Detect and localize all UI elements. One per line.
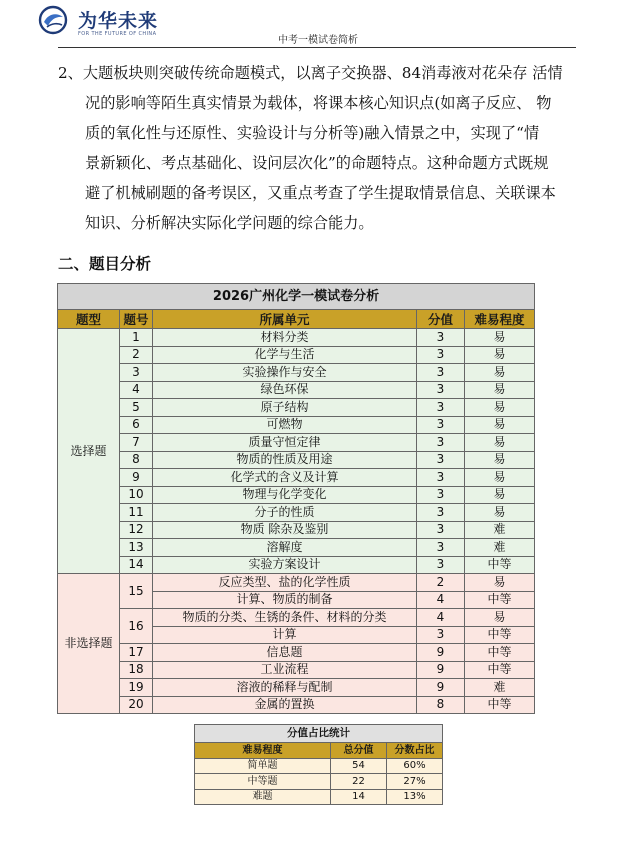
score-cell: 4 xyxy=(417,609,465,627)
unit-cell: 分子的性质 xyxy=(153,504,417,522)
score-cell: 3 xyxy=(417,381,465,399)
column-header: 分值 xyxy=(417,310,465,329)
score-cell: 3 xyxy=(417,399,465,417)
difficulty-cell: 易 xyxy=(465,609,535,627)
column-header: 题型 xyxy=(58,310,120,329)
score-cell: 3 xyxy=(417,346,465,364)
stats-total: 54 xyxy=(331,758,387,774)
difficulty-cell: 易 xyxy=(465,469,535,487)
difficulty-cell: 易 xyxy=(465,364,535,382)
score-cell: 3 xyxy=(417,504,465,522)
difficulty-cell: 难 xyxy=(465,539,535,557)
score-cell: 3 xyxy=(417,539,465,557)
difficulty-cell: 易 xyxy=(465,399,535,417)
question-number: 2 xyxy=(120,346,153,364)
question-number: 15 xyxy=(120,574,153,609)
stats-total: 22 xyxy=(331,774,387,790)
stats-level: 中等题 xyxy=(195,774,331,790)
question-number: 13 xyxy=(120,539,153,557)
difficulty-cell: 易 xyxy=(465,504,535,522)
difficulty-cell: 中等 xyxy=(465,556,535,574)
difficulty-cell: 易 xyxy=(465,434,535,452)
question-number: 7 xyxy=(120,434,153,452)
unit-cell: 信息题 xyxy=(153,644,417,662)
unit-cell: 金属的置换 xyxy=(153,696,417,714)
difficulty-cell: 中等 xyxy=(465,696,535,714)
paragraph-line: 景新颖化、考点基础化、设问层次化”的命题特点。这种命题方式既规 xyxy=(85,154,549,172)
stats-level: 难题 xyxy=(195,789,331,805)
question-number: 1 xyxy=(120,329,153,347)
analysis-table xyxy=(57,283,535,714)
section-title: 二、题目分析 xyxy=(58,254,152,273)
question-number: 3 xyxy=(120,364,153,382)
unit-cell: 绿色环保 xyxy=(153,381,417,399)
score-cell: 3 xyxy=(417,329,465,347)
score-cell: 9 xyxy=(417,679,465,697)
choice-section xyxy=(58,329,535,574)
question-number: 9 xyxy=(120,469,153,487)
question-number: 8 xyxy=(120,451,153,469)
paragraph-line: 况的影响等陌生真实情景为载体，将课本核心知识点(如离子反应、 物 xyxy=(85,94,552,112)
difficulty-cell: 中等 xyxy=(465,661,535,679)
question-number: 17 xyxy=(120,644,153,662)
stats-percent: 60% xyxy=(387,758,443,774)
unit-cell: 质量守恒定律 xyxy=(153,434,417,452)
logo-name: 为华未来 xyxy=(78,10,159,32)
unit-cell: 实验操作与安全 xyxy=(153,364,417,382)
stats-percent: 27% xyxy=(387,774,443,790)
analysis-paragraph xyxy=(58,58,598,238)
unit-cell: 物质的分类、生锈的条件、材料的分类 xyxy=(153,609,417,627)
unit-cell: 计算、物质的制备 xyxy=(153,591,417,609)
question-number: 10 xyxy=(120,486,153,504)
stats-total: 14 xyxy=(331,789,387,805)
stats-percent: 13% xyxy=(387,789,443,805)
unit-cell: 物理与化学变化 xyxy=(153,486,417,504)
unit-cell: 可燃物 xyxy=(153,416,417,434)
difficulty-cell: 易 xyxy=(465,416,535,434)
score-stats-table xyxy=(194,724,443,805)
stats-caption: 分值占比统计 xyxy=(195,725,443,743)
question-number: 18 xyxy=(120,661,153,679)
difficulty-cell: 易 xyxy=(465,451,535,469)
question-number: 4 xyxy=(120,381,153,399)
difficulty-cell: 易 xyxy=(465,574,535,592)
page-header-title: 中考一模试卷简析 xyxy=(278,35,358,46)
unit-cell: 实验方案设计 xyxy=(153,556,417,574)
stats-level: 简单题 xyxy=(195,758,331,774)
score-cell: 4 xyxy=(417,591,465,609)
question-number: 6 xyxy=(120,416,153,434)
question-number: 16 xyxy=(120,609,153,644)
unit-cell: 原子结构 xyxy=(153,399,417,417)
score-cell: 3 xyxy=(417,416,465,434)
question-number: 11 xyxy=(120,504,153,522)
score-cell: 9 xyxy=(417,661,465,679)
category-nonchoice: 非选择题 xyxy=(58,574,120,714)
difficulty-cell: 难 xyxy=(465,521,535,539)
unit-cell: 计算 xyxy=(153,626,417,644)
logo-subtitle: FOR THE FUTURE OF CHINA xyxy=(78,31,157,37)
unit-cell: 工业流程 xyxy=(153,661,417,679)
unit-cell: 物质的性质及用途 xyxy=(153,451,417,469)
unit-cell: 化学式的含义及计算 xyxy=(153,469,417,487)
difficulty-cell: 中等 xyxy=(465,644,535,662)
score-cell: 3 xyxy=(417,364,465,382)
score-cell: 3 xyxy=(417,556,465,574)
score-cell: 2 xyxy=(417,574,465,592)
score-cell: 8 xyxy=(417,696,465,714)
score-cell: 3 xyxy=(417,521,465,539)
unit-cell: 溶解度 xyxy=(153,539,417,557)
difficulty-cell: 易 xyxy=(465,381,535,399)
header-divider xyxy=(58,47,576,48)
stats-header: 分数占比 xyxy=(387,743,443,759)
stats-header: 总分值 xyxy=(331,743,387,759)
question-number: 19 xyxy=(120,679,153,697)
question-number: 12 xyxy=(120,521,153,539)
difficulty-cell: 易 xyxy=(465,329,535,347)
score-cell: 3 xyxy=(417,469,465,487)
score-cell: 3 xyxy=(417,626,465,644)
paragraph-line: 避了机械刷题的备考误区，又重点考查了学生提取情景信息、关联课本 xyxy=(85,184,556,202)
column-header: 所属单元 xyxy=(153,310,417,329)
difficulty-cell: 难 xyxy=(465,679,535,697)
paragraph-line: 质的氧化性与还原性、实验设计与分析等)融入情景之中，实现了“情 xyxy=(85,124,540,142)
paragraph-line: 知识、分析解决实际化学问题的综合能力。 xyxy=(85,214,374,232)
paragraph-line: 2、大题板块则突破传统命题模式，以离子交换器、84消毒液对花朵存 活情 xyxy=(58,64,563,82)
score-cell: 3 xyxy=(417,486,465,504)
question-number: 14 xyxy=(120,556,153,574)
difficulty-cell: 中等 xyxy=(465,591,535,609)
score-cell: 9 xyxy=(417,644,465,662)
unit-cell: 化学与生活 xyxy=(153,346,417,364)
score-cell: 3 xyxy=(417,434,465,452)
stats-header: 难易程度 xyxy=(195,743,331,759)
score-cell: 3 xyxy=(417,451,465,469)
unit-cell: 反应类型、盐的化学性质 xyxy=(153,574,417,592)
column-header: 题号 xyxy=(120,310,153,329)
nonchoice-section xyxy=(58,574,535,714)
question-number: 5 xyxy=(120,399,153,417)
unit-cell: 材料分类 xyxy=(153,329,417,347)
table-caption: 2026广州化学一模试卷分析 xyxy=(58,284,535,310)
column-header: 难易程度 xyxy=(465,310,535,329)
difficulty-cell: 中等 xyxy=(465,626,535,644)
difficulty-cell: 易 xyxy=(465,346,535,364)
category-choice: 选择题 xyxy=(58,329,120,574)
unit-cell: 溶液的稀释与配制 xyxy=(153,679,417,697)
unit-cell: 物质 除杂及鉴别 xyxy=(153,521,417,539)
difficulty-cell: 易 xyxy=(465,486,535,504)
question-number: 20 xyxy=(120,696,153,714)
